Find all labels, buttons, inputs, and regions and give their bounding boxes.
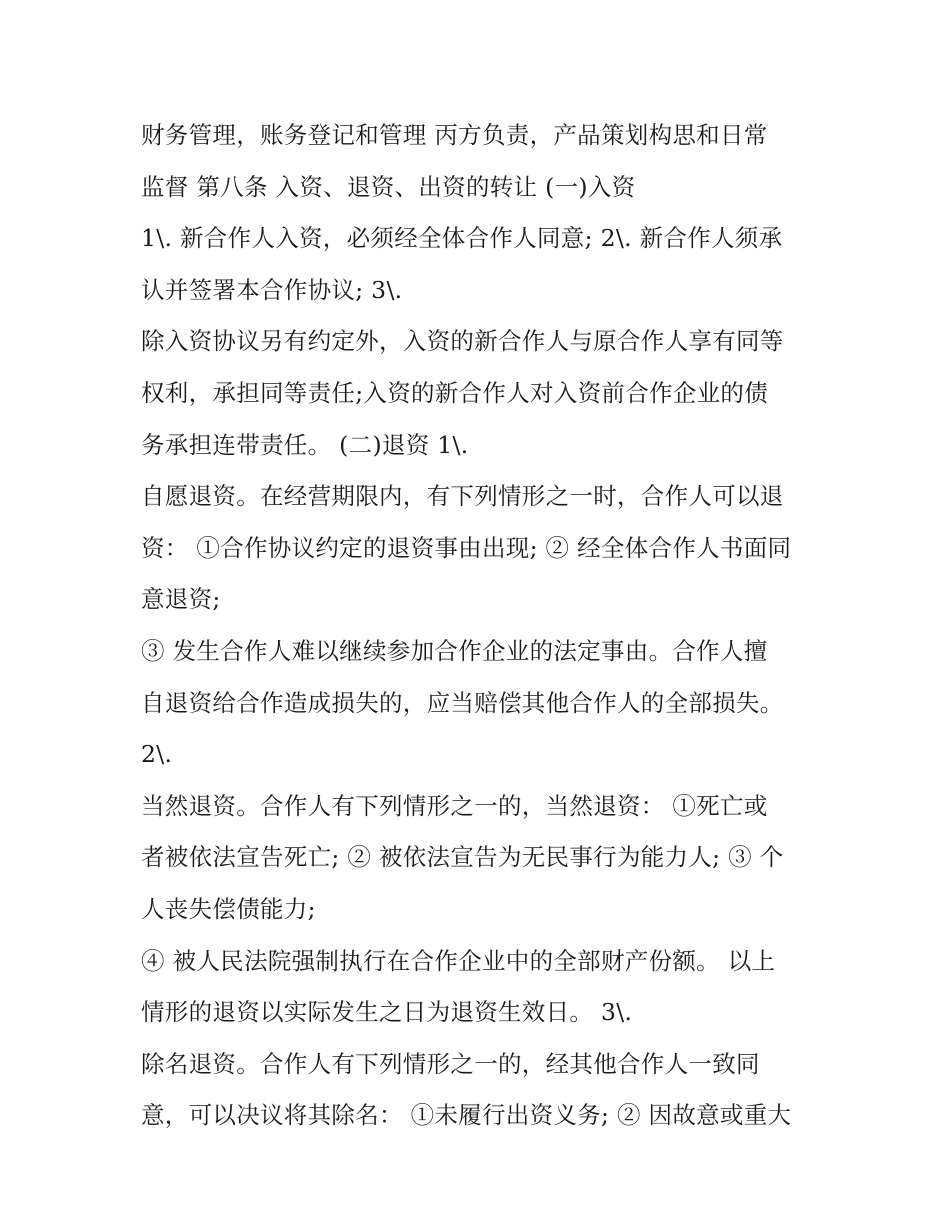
text-line: 自愿退资。在经营期限内，有下列情形之一时，合作人可以退 <box>141 482 784 511</box>
text-line: 人丧失偿债能力; <box>141 894 316 923</box>
text-line: 2\. <box>141 740 173 769</box>
text-line: 权利，承担同等责任;入资的新合作人对入资前合作企业的债 <box>141 378 769 407</box>
text-line: 意，可以决议将其除名： ①未履行出资义务; ② 因故意或重大 <box>141 1101 792 1130</box>
text-line: 务承担连带责任。 (二)退资 1\. <box>141 430 469 459</box>
text-line: 意退资; <box>141 585 221 614</box>
text-line: 除入资协议另有约定外，入资的新合作人与原合作人享有同等 <box>141 327 784 356</box>
document-body <box>141 110 821 1142</box>
text-line: 当然退资。合作人有下列情形之一的，当然退资： ①死亡或 <box>141 791 768 820</box>
text-line: 资： ①合作协议约定的退资事由出现; ② 经全体合作人书面同 <box>141 533 792 562</box>
text-line: ③ 发生合作人难以继续参加合作企业的法定事由。合作人擅 <box>141 636 768 665</box>
text-line: ④ 被人民法院强制执行在合作企业中的全部财产份额。 以上 <box>141 946 776 975</box>
text-line: 者被依法宣告死亡; ② 被依法宣告为无民事行为能力人; ③ 个 <box>141 843 784 872</box>
text-line: 除名退资。合作人有下列情形之一的，经其他合作人一致同 <box>141 1049 760 1078</box>
text-line: 监督 第八条 入资、退资、出资的转让 (一)入资 <box>141 172 636 201</box>
text-line: 1\. 新合作人入资，必须经全体合作人同意; 2\. 新合作人须承 <box>141 224 783 253</box>
text-line: 认并签署本合作协议; 3\. <box>141 275 403 304</box>
text-line: 财务管理，账务登记和管理 丙方负责，产品策划构思和日常 <box>141 121 768 149</box>
text-line: 自退资给合作造成损失的，应当赔偿其他合作人的全部损失。 <box>141 688 784 717</box>
text-line: 情形的退资以实际发生之日为退资生效日。 3\. <box>141 998 633 1027</box>
